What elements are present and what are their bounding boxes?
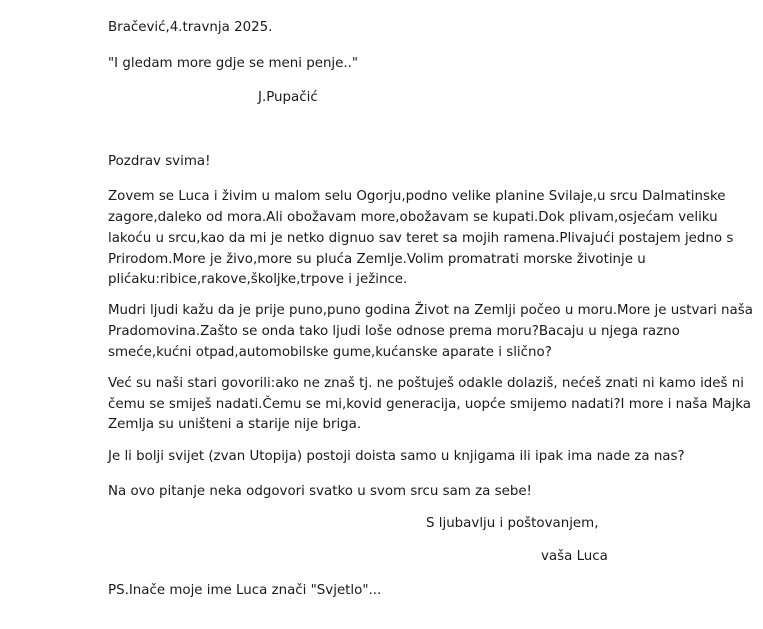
paragraph-line: smeće,kućni otpad,automobilske gume,kućanske aparate i slično?: [108, 345, 552, 360]
paragraph-line: zagore,daleko od mora.Ali obožavam more,obožavam se kupati.Dok plivam,osjećam veliku: [108, 210, 718, 225]
paragraph-line: Na ovo pitanje neka odgovori svatko u svom srcu sam za sebe!: [108, 484, 532, 499]
postscript: PS.Inače moje ime Luca znači "Svjetlo"...: [108, 583, 382, 598]
place-date: Bračević,4.travnja 2025.: [108, 20, 273, 35]
greeting: Pozdrav svima!: [108, 154, 211, 169]
paragraph-line: plićaku:ribice,rakove,školjke,trpove i ježince.: [108, 272, 408, 287]
quote-author: J.Pupačić: [258, 90, 318, 105]
paragraph-line: Pradomovina.Zašto se onda tako ljudi loše odnose prema moru?Bacaju u njega razno: [108, 324, 680, 339]
paragraph-line: Je li bolji svijet (zvan Utopija) postoji doista samo u knjigama ili ipak ima nade za nas?: [108, 449, 685, 464]
paragraph-line: lakoću u srcu,kao da mi je netko dignuo sav teret sa mojih ramena.Plivajući postajem jedno s: [108, 231, 734, 246]
paragraph-line: Mudri ljudi kažu da je prije puno,puno godina Život na Zemlji počeo u moru.More je ustvari naša: [108, 303, 753, 318]
signature: vaša Luca: [541, 549, 608, 564]
closing: S ljubavlju i poštovanjem,: [426, 516, 599, 531]
paragraph-line: Prirodom.More je živo,more su pluća Zemlje.Volim promatrati morske životinje u: [108, 252, 646, 267]
paragraph-line: Već su naši stari govorili:ako ne znaš tj. ne poštuješ odakle dolaziš, nećeš znati ni kamo ideš ni: [108, 376, 744, 391]
quote: "I gledam more gdje se meni penje..": [108, 56, 359, 71]
paragraph-line: čemu se smiješ nadati.Čemu se mi,kovid generacija, uopće smijemo nadati?I more i naša Majka: [108, 397, 752, 412]
paragraph-line: Zovem se Luca i živim u malom selu Ogorju,podno velike planine Svilaje,u srcu Dalmatinske: [108, 189, 726, 204]
paragraph-line: Zemlja su uništeni a starije nije briga.: [108, 417, 362, 432]
